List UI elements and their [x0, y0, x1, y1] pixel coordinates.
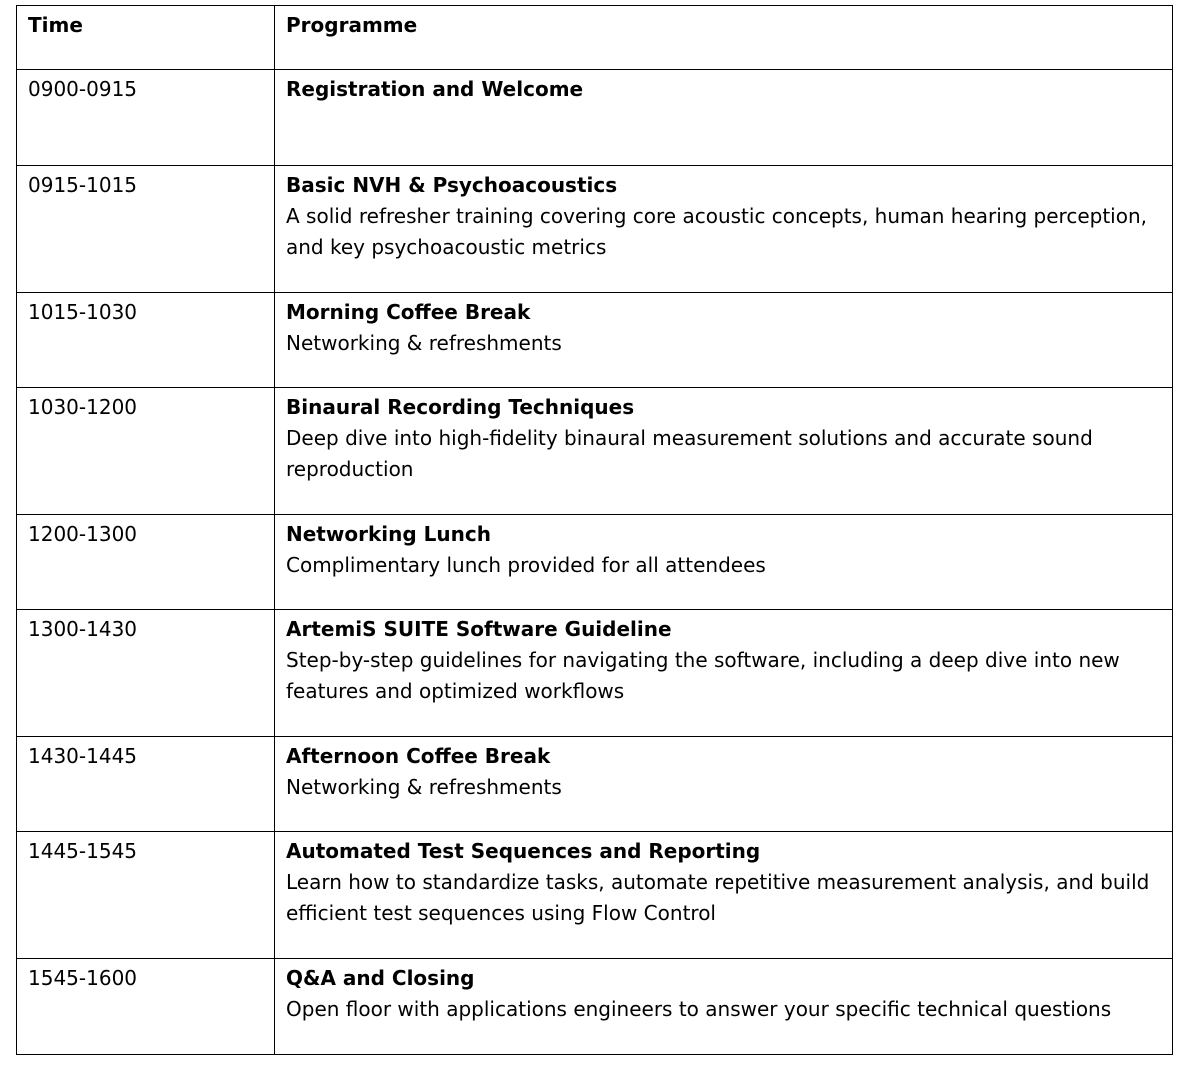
- table-row: [17, 832, 1173, 959]
- programme-cell: [275, 959, 1173, 1055]
- table-row: [17, 166, 1173, 293]
- time-cell: 1430-1445: [17, 737, 275, 832]
- table-row: [17, 70, 1173, 166]
- programme-cell: [275, 388, 1173, 515]
- time-cell: 1300-1430: [17, 610, 275, 737]
- time-cell: 1015-1030: [17, 293, 275, 388]
- table-header-row: [17, 6, 1173, 70]
- session-title: Automated Test Sequences and Reporting: [286, 839, 761, 863]
- programme-cell: [275, 166, 1173, 293]
- session-title: Registration and Welcome: [286, 77, 584, 101]
- time-cell: 0915-1015: [17, 166, 275, 293]
- time-cell: 0900-0915: [17, 70, 275, 166]
- schedule-table: [16, 5, 1173, 1055]
- session-title: Binaural Recording Techniques: [286, 395, 635, 419]
- table-row: [17, 293, 1173, 388]
- session-description: Learn how to standardize tasks, automate repetitive measurement analysis, and build efficient test sequences using Flow Control: [286, 870, 1150, 925]
- table-row: [17, 737, 1173, 832]
- session-title: ArtemiS SUITE Software Guideline: [286, 617, 672, 641]
- programme-cell: [275, 293, 1173, 388]
- session-description: Open floor with applications engineers to answer your specific technical questions: [286, 997, 1112, 1021]
- session-description: Step-by-step guidelines for navigating the software, including a deep dive into new features and optimized workflows: [286, 648, 1120, 703]
- table-row: [17, 959, 1173, 1055]
- table-row: [17, 610, 1173, 737]
- session-description: Deep dive into high-fidelity binaural measurement solutions and accurate sound reproduction: [286, 426, 1093, 481]
- session-title: Morning Coffee Break: [286, 300, 531, 324]
- programme-column-header: Programme: [275, 6, 1173, 70]
- programme-cell: [275, 610, 1173, 737]
- session-description: Complimentary lunch provided for all attendees: [286, 553, 766, 577]
- session-description: A solid refresher training covering core acoustic concepts, human hearing perception, and key psychoacoustic metrics: [286, 204, 1147, 259]
- programme-cell: [275, 832, 1173, 959]
- table-row: [17, 515, 1173, 610]
- session-title: Basic NVH & Psychoacoustics: [286, 173, 618, 197]
- time-cell: 1200-1300: [17, 515, 275, 610]
- session-description: Networking & refreshments: [286, 331, 562, 355]
- time-cell: 1445-1545: [17, 832, 275, 959]
- session-title: Q&A and Closing: [286, 966, 475, 990]
- programme-cell: [275, 737, 1173, 832]
- table-row: [17, 388, 1173, 515]
- session-title: Afternoon Coffee Break: [286, 744, 551, 768]
- time-cell: 1030-1200: [17, 388, 275, 515]
- programme-cell: [275, 515, 1173, 610]
- session-title: Networking Lunch: [286, 522, 491, 546]
- session-description: Networking & refreshments: [286, 775, 562, 799]
- time-column-header: Time: [17, 6, 275, 70]
- programme-cell: [275, 70, 1173, 166]
- time-cell: 1545-1600: [17, 959, 275, 1055]
